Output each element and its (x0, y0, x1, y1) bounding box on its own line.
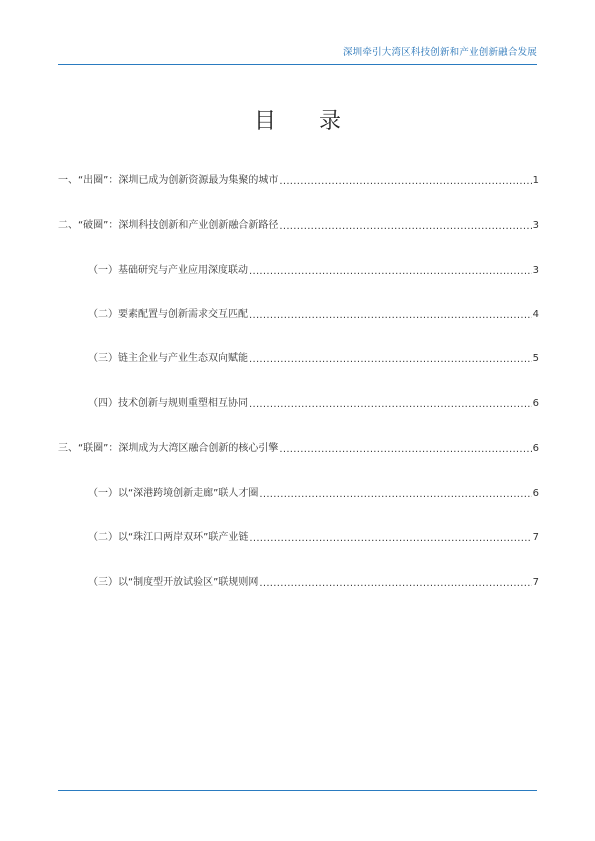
toc-entry-title: （三）以“制度型开放试验区”联规则网 (88, 577, 259, 588)
toc-entry-page: 3 (532, 220, 539, 231)
toc-entry-title: 三、“联圈”：深圳成为大湾区融合创新的核心引擎 (58, 443, 279, 454)
dot-leader (249, 399, 532, 411)
dot-leader (279, 221, 531, 233)
toc-entry-title: （四）技术创新与规则重塑相互协同 (88, 398, 248, 409)
dot-leader (279, 444, 531, 456)
toc-entry-title: （一）基础研究与产业应用深度联动 (88, 265, 248, 276)
toc-entry-section-2-3[interactable] (88, 349, 539, 365)
toc-entry-title: （一）以“深港跨境创新走廊”联人才圈 (88, 488, 259, 499)
toc-entry-page: 3 (532, 265, 539, 276)
footer-divider (58, 790, 537, 791)
toc-entry-page: 1 (532, 175, 539, 186)
toc-entry-title: （三）链主企业与产业生态双向赋能 (88, 353, 248, 364)
dot-leader (249, 310, 532, 322)
toc-entry-page: 5 (532, 353, 539, 364)
toc-entry-section-3-3[interactable] (88, 573, 539, 589)
toc-entry-title: （二）要素配置与创新需求交互匹配 (88, 309, 248, 320)
toc-entry-section-2-4[interactable] (88, 394, 539, 410)
toc-entry-page: 4 (532, 309, 539, 320)
toc-entry-section-2-1[interactable] (88, 261, 539, 277)
toc-entry-title: 一、“出圈”：深圳已成为创新资源最为集聚的城市 (58, 175, 279, 186)
dot-leader (249, 354, 532, 366)
toc-entry-chapter-1[interactable] (58, 171, 539, 187)
toc-entry-chapter-2[interactable] (58, 216, 539, 232)
running-header-title: 深圳牵引大湾区科技创新和产业创新融合发展 (342, 47, 537, 58)
toc-entry-page: 7 (532, 577, 539, 588)
toc-entry-section-3-1[interactable] (88, 484, 539, 500)
toc-entry-section-3-2[interactable] (88, 528, 539, 544)
toc-heading: 目 录 (254, 109, 359, 134)
dot-leader (259, 489, 531, 501)
dot-leader (279, 176, 531, 188)
toc-entry-title: 二、“破圈”：深圳科技创新和产业创新融合新路径 (58, 220, 279, 231)
toc-entry-page: 7 (532, 532, 539, 543)
dot-leader (249, 266, 532, 278)
dot-leader (249, 533, 531, 545)
toc-entry-page: 6 (532, 398, 539, 409)
dot-leader (259, 578, 531, 590)
toc-entry-section-2-2[interactable] (88, 305, 539, 321)
toc-entry-title: （二）以“珠江口两岸双环”联产业链 (88, 532, 249, 543)
toc-entry-page: 6 (532, 488, 539, 499)
header-divider (58, 64, 537, 65)
toc-entry-chapter-3[interactable] (58, 439, 539, 455)
toc-entry-page: 6 (532, 443, 539, 454)
